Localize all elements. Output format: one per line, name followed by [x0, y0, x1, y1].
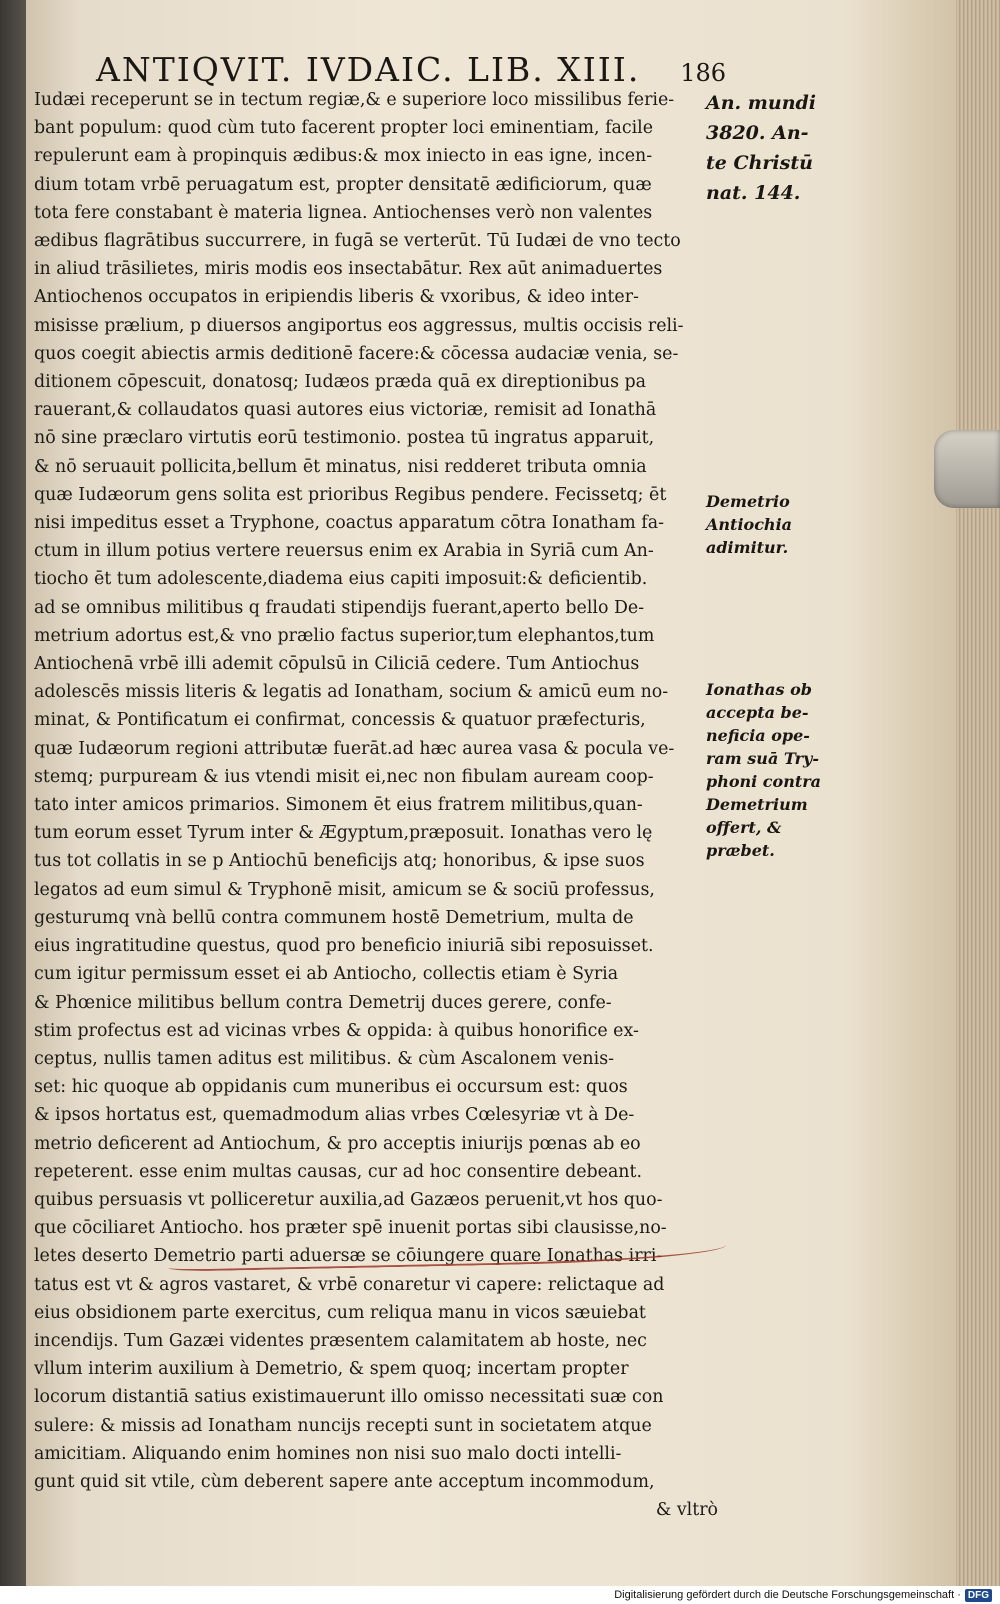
- text-line: letes deserto Demetrio parti aduersæ se cōiungere quare Ionathas irri-: [34, 1246, 663, 1267]
- text-line: nō sine præclaro virtutis eorū testimonio. postea tū ingratus apparuit,: [34, 428, 655, 449]
- running-head: ANTIQVIT. IVDAIC. LIB. XIII.: [96, 50, 641, 89]
- text-line: nisi impeditus esset a Tryphone, coactus apparatum cōtra Ionatham fa-: [34, 513, 664, 534]
- margin-note-line: 3820. An-: [706, 122, 809, 144]
- text-line: ditionem cōpescuit, donatosq; Iudæos præda quā ex direptionibus pa: [34, 372, 647, 393]
- text-line: cum igitur permissum esset ei ab Antiocho, collectis etiam è Syria: [34, 964, 619, 985]
- text-line: & Phœnice militibus bellum contra Demetrij duces gerere, confe-: [34, 992, 612, 1013]
- margin-note-line: Ionathas ob: [706, 680, 812, 699]
- text-line: quæ Iudæorum gens solita est prioribus Regibus pendere. Fecissetq; ēt: [34, 484, 667, 505]
- margin-note-year: [706, 88, 836, 208]
- text-line: legatos ad eum simul & Tryphonē misit, amicum se & sociū professus,: [34, 879, 655, 900]
- text-line: gunt quid sit vtile, cùm deberent sapere ante acceptum incommodum,: [34, 1471, 655, 1492]
- margin-note-line: ram suā Try-: [706, 749, 819, 768]
- margin-note-line: adimitur.: [706, 538, 789, 557]
- text-line: tum eorum esset Tyrum inter & Ægyptum,præposuit. Ionathas vero lę: [34, 823, 653, 844]
- margin-note-line: Demetrio: [706, 492, 790, 511]
- margin-note-line: Antiochia: [706, 515, 793, 534]
- text-line: sulere: & missis ad Ionatham nuncijs recepti sunt in societatem atque: [34, 1415, 652, 1436]
- margin-note-line: phoni contra: [706, 772, 822, 791]
- margin-note-line: neficia ope-: [706, 726, 810, 745]
- digitization-footer: [0, 1586, 1000, 1604]
- text-line: repeterent. esse enim multas causas, cur ad hoc consentire debeant.: [34, 1161, 643, 1182]
- text-line: tota fere constabant è materia lignea. Antiochenses verò non valentes: [34, 202, 653, 223]
- text-line: que cōciliaret Antiocho. hos præter spē inuenit portas sibi clausisse,no-: [34, 1218, 667, 1239]
- text-line: tiocho ēt tum adolescente,diadema eius capiti imposuit:& deficientib.: [34, 569, 648, 590]
- text-line: eius ingratitudine questus, quod pro beneficio iniuriā sibi reposuisset.: [34, 936, 654, 957]
- text-line: quibus persuasis vt polliceretur auxilia,ad Gazæos peruenit,vt hos quo-: [34, 1189, 663, 1210]
- text-line: ceptus, nullis tamen aditus est militibus. & cùm Ascalonem venis-: [34, 1048, 614, 1069]
- margin-note-line: An. mundi: [706, 92, 817, 114]
- text-line: quos coegit abiectis armis deditionē facere:& cōcessa audaciæ venia, se-: [34, 343, 679, 364]
- text-line: amicitiam. Aliquando enim homines non nisi suo malo docti intelli-: [34, 1443, 622, 1464]
- margin-note-line: te Christū: [706, 152, 813, 174]
- margin-note-line: accepta be-: [706, 703, 809, 722]
- text-line: misisse prælium, p diuersos angiportus eos aggressus, multis occisis reli-: [34, 315, 684, 336]
- text-line: bant populum: quod cùm tuto facerent propter loci eminentiam, facile: [34, 118, 654, 139]
- text-line: eius obsidionem parte exercitus, cum reliqua manu in vicos sæuiebat: [34, 1302, 646, 1323]
- text-line: tatus est vt & agros vastaret, & vrbē conaretur vi capere: relictaque ad: [34, 1274, 665, 1295]
- text-line: adolescēs missis literis & legatis ad Ionatham, socium & amicū eum no-: [34, 682, 669, 703]
- text-line: metrium adortus est,& vno prælio factus superior,tum elephantos,tum: [34, 625, 655, 646]
- text-line: Antiochenā vrbē illi ademit cōpulsū in Ciliciā cedere. Tum Antiochus: [34, 654, 640, 675]
- margin-note-demetrius: [706, 490, 836, 559]
- page-edges: [956, 0, 1000, 1586]
- text-line: quæ Iudæorum regioni attributæ fuerāt.ad hæc aurea vasa & pocula ve-: [34, 738, 675, 759]
- text-line: stemq; purpuream & ius vtendi misit ei,nec non fibulam auream coop-: [34, 766, 654, 787]
- dfg-logo: DFG: [965, 1589, 992, 1602]
- text-line: stim profectus est ad vicinas vrbes & oppida: à quibus honorifice ex-: [34, 1020, 639, 1041]
- text-line: & ipsos hortatus est, quemadmodum alias vrbes Cœlesyriæ vt à De-: [34, 1105, 635, 1126]
- page-clip: [934, 430, 1000, 508]
- text-line: dium totam vrbē peruagatum est, propter densitatē ædificiorum, quæ: [34, 174, 652, 195]
- text-line: gesturumq vnà bellū contra communem hostē Demetrium, multa de: [34, 907, 634, 928]
- margin-note-line: nat. 144.: [706, 182, 801, 204]
- text-line: Antiochenos occupatos in eripiendis liberis & vxoribus, & ideo inter-: [34, 287, 639, 308]
- catchword: & vltrò: [655, 1500, 718, 1521]
- text-line: metrio deficerent ad Antiochum, & pro acceptis iniurijs pœnas ab eo: [34, 1133, 641, 1154]
- margin-note-ionathas: [706, 678, 836, 862]
- text-line: ad se omnibus militibus q fraudati stipendijs fuerant,aperto bello De-: [34, 597, 645, 618]
- text-line: tus tot collatis in se p Antiochū beneficijs atq; honoribus, & ipse suos: [34, 851, 645, 872]
- margin-note-line: offert, &: [706, 818, 782, 837]
- text-line: & nō seruauit pollicita,bellum ēt minatus, nisi redderet tributa omnia: [34, 456, 647, 477]
- page-number: 186: [680, 59, 726, 87]
- margin-note-line: Demetrium: [706, 795, 808, 814]
- text-line: set: hic quoque ab oppidanis cum muneribus ei occursum est: quos: [34, 1077, 628, 1098]
- text-line: in aliud trāsilietes, miris modis eos insectabātur. Rex aūt animaduertes: [34, 259, 663, 280]
- text-line: vllum interim auxilium à Demetrio, & spem quoq; incertam propter: [34, 1359, 629, 1380]
- text-line: repulerunt eam à propinquis ædibus:& mox iniecto in eas igne, incen-: [34, 146, 653, 167]
- text-line: minat, & Pontificatum ei confirmat, concessis & quatuor præfecturis,: [34, 710, 646, 731]
- text-line: rauerant,& collaudatos quasi autores eius victoriæ, remisit ad Ionathā: [34, 400, 657, 421]
- text-line: ctum in illum potius vertere reuersus enim ex Arabia in Syriā cum An-: [34, 541, 654, 562]
- text-line: tato inter amicos primarios. Simonem ēt eius fratrem militibus,quan-: [34, 795, 643, 816]
- text-line: Iudæi receperunt se in tectum regiæ,& e superiore loco missilibus ferie-: [34, 90, 675, 110]
- text-line: locorum distantiā satius existimauerunt illo omisso necessitati suæ con: [34, 1387, 664, 1408]
- text-line: ædibus flagrātibus succurrere, in fugā se verterūt. Tū Iudæi de vno tecto: [34, 231, 681, 252]
- text-line: incendijs. Tum Gazæi videntes præsentem calamitatem ab hoste, nec: [34, 1330, 647, 1351]
- footer-credit: Digitalisierung gefördert durch die Deutsche Forschungsgemeinschaft ·: [614, 1589, 961, 1601]
- main-text-block: [34, 86, 724, 1524]
- margin-note-line: præbet.: [706, 841, 775, 860]
- page-header: [96, 50, 726, 90]
